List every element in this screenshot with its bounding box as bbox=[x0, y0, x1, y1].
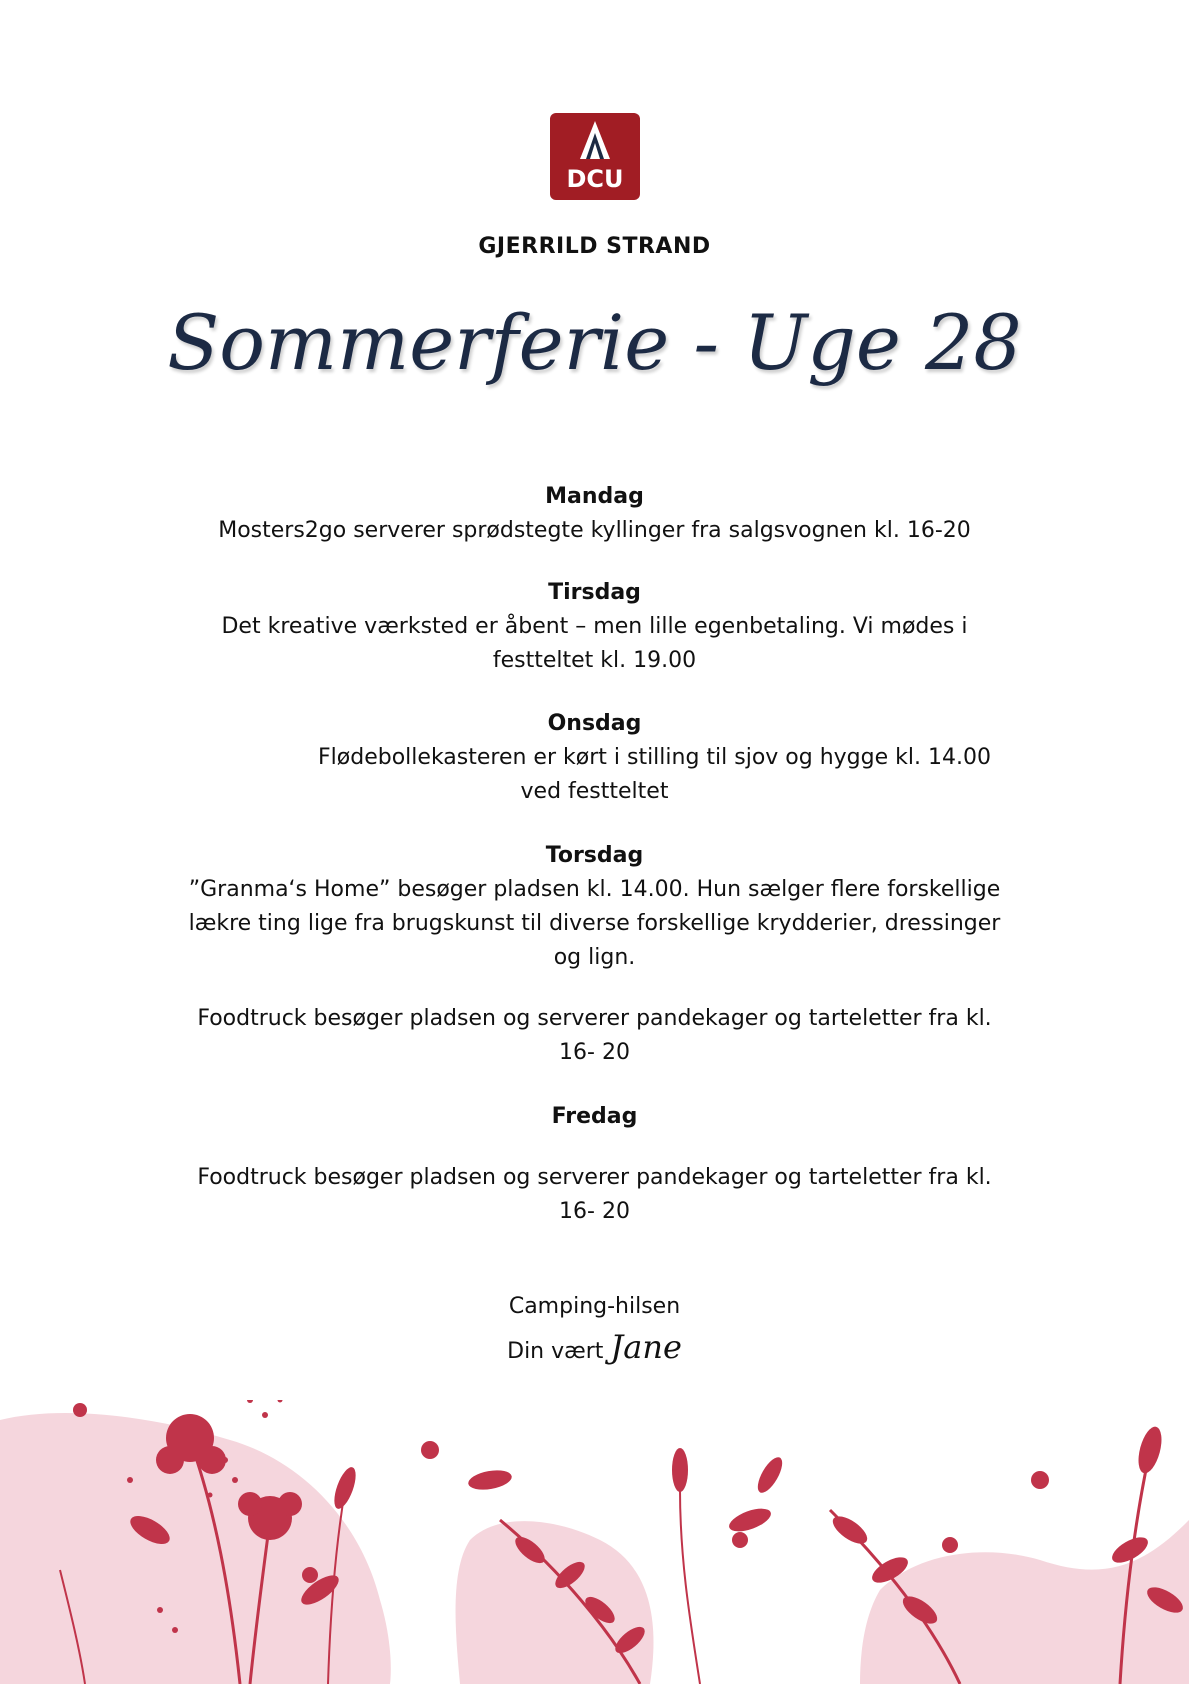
day-heading-torsdag: Torsdag bbox=[545, 843, 644, 868]
page-title: Sommerferie - Uge 28 bbox=[167, 298, 1022, 387]
activity-line: 16- 20 bbox=[559, 1199, 630, 1224]
day-heading-onsdag: Onsdag bbox=[547, 711, 642, 736]
day-heading-tirsdag: Tirsdag bbox=[548, 580, 641, 605]
day-heading-mandag: Mandag bbox=[545, 484, 644, 509]
activity-line: og lign. bbox=[553, 945, 636, 970]
host-signature: Jane bbox=[610, 1328, 682, 1366]
activity-line: lækre ting lige fra brugskunst til diverse forskellige krydderier, dressinger bbox=[188, 911, 1001, 936]
floral-decoration bbox=[0, 1400, 1189, 1684]
activity-line: ”Granma‘s Home” besøger pladsen kl. 14.00. Hun sælger flere forskellige bbox=[188, 877, 1001, 902]
activity-line: Mosters2go serverer sprødstegte kyllinger fra salgsvognen kl. 16-20 bbox=[218, 518, 971, 543]
activity-line: Foodtruck besøger pladsen og serverer pandekager og tarteletter fra kl. bbox=[197, 1165, 992, 1190]
activity-line: Det kreative værksted er åbent – men lille egenbetaling. Vi mødes i bbox=[221, 614, 968, 639]
closing-host bbox=[100, 1330, 1089, 1369]
activity-line: Foodtruck besøger pladsen og serverer pandekager og tarteletter fra kl. bbox=[197, 1006, 992, 1031]
location-title: GJERRILD STRAND bbox=[478, 234, 711, 259]
dcu-logo bbox=[550, 113, 640, 200]
logo-text: DCU bbox=[566, 165, 624, 193]
host-prefix: Din vært bbox=[507, 1339, 604, 1364]
closing-greeting: Camping-hilsen bbox=[508, 1294, 681, 1319]
activity-line: ved festteltet bbox=[520, 779, 669, 804]
activity-line: 16- 20 bbox=[559, 1040, 630, 1065]
day-heading-fredag: Fredag bbox=[551, 1104, 638, 1129]
activity-line: Flødebollekasteren er kørt i stilling til sjov og hygge kl. 14.00 bbox=[318, 745, 991, 770]
activity-line: festteltet kl. 19.00 bbox=[492, 648, 697, 673]
